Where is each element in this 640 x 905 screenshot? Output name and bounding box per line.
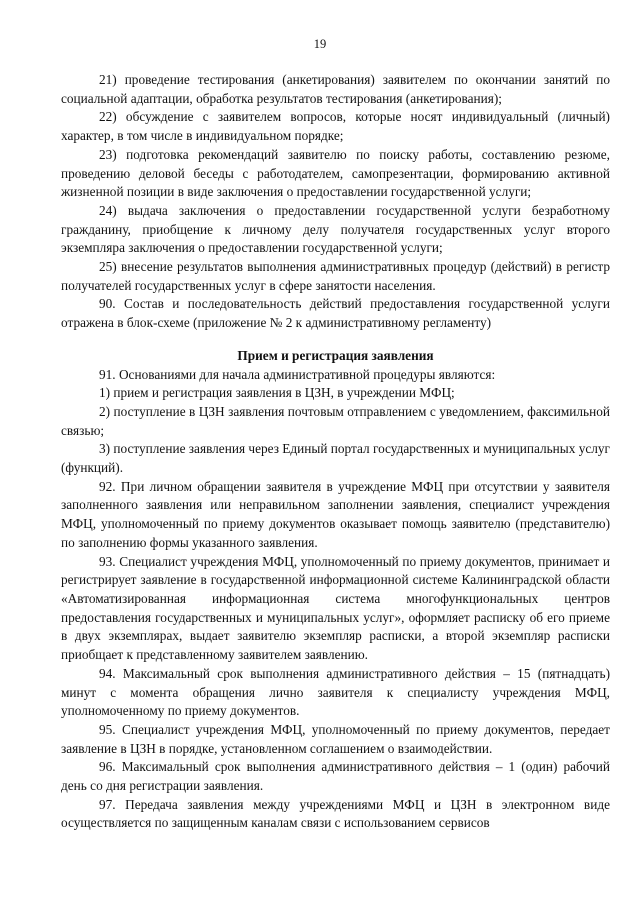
paragraph-item-21: 21) проведение тестирования (анкетирования) заявителем по окончании занятий по социальной адаптации, обработка результатов тестирования (анкетирования); bbox=[61, 72, 610, 106]
paragraph-91-item-2: 2) поступление в ЦЗН заявления почтовым отправлением с уведомлением, факсимильной связью; bbox=[61, 403, 610, 438]
section-heading: Прием и регистрация заявления bbox=[237, 347, 434, 363]
paragraph-92: 92. При личном обращении заявителя в учреждение МФЦ при отсутствии у заявителя заполненного заявления или неправильном заполнении заявления, специалист учреждения МФЦ, уполномоченный по приему документов оказывает помощь заявителю (представителю) по заполнению формы указанного заявления. bbox=[61, 478, 610, 550]
paragraph-97: 97. Передача заявления между учреждениями МФЦ и ЦЗН в электронном виде осуществляется по защищенным каналам связи с использованием сервисов bbox=[61, 796, 610, 831]
paragraph-96: 96. Максимальный срок выполнения административного действия – 1 (один) рабочий день со дня регистрации заявления. bbox=[61, 759, 610, 794]
paragraph-91: 91. Основаниями для начала административной процедуры являются: bbox=[99, 366, 496, 382]
paragraph-90: 90. Состав и последовательность действий предоставления государственной услуги отражена в блок-схеме (приложение № 2 к административному регламенту) bbox=[61, 296, 610, 331]
paragraph-93: 93. Специалист учреждения МФЦ, уполномоченный по приему документов, принимает и регистрирует заявление в государственной информационной системе Калининградской области «Автоматизированная информационная система многофункциональных центров предоставления государственных и муниципальных услуг», оформляет расписку об его приеме в двух экземплярах, выдает заявителю экземпляр расписки, а второй экземпляр расписки приобщает к представленному заявителем заявлению. bbox=[61, 553, 610, 663]
paragraph-item-22: 22) обсуждение с заявителем вопросов, которые носят индивидуальный (личный) характер, в том числе в индивидуальном порядке; bbox=[61, 109, 610, 144]
paragraph-94: 94. Максимальный срок выполнения административного действия – 15 (пятнадцать) минут с момента обращения лично заявителя к специалисту учреждения МФЦ, уполномоченному по приему документов. bbox=[61, 665, 610, 719]
paragraph-91-item-1: 1) прием и регистрация заявления в ЦЗН, в учреждении МФЦ; bbox=[99, 385, 455, 401]
document-body bbox=[61, 71, 610, 833]
paragraph-item-25: 25) внесение результатов выполнения административных процедур (действий) в регистр получателей государственных услуг в сфере занятости населения. bbox=[61, 259, 610, 293]
paragraph-item-23: 23) подготовка рекомендаций заявителю по поиску работы, составлению резюме, проведению деловой беседы с работодателем, самопрезентации, формированию активной жизненной позиции в виде заключения о предоставлении государственной услуги; bbox=[61, 146, 610, 200]
paragraph-95: 95. Специалист учреждения МФЦ, уполномоченный по приему документов, передает заявление в ЦЗН в порядке, установленном соглашением о взаимодействии. bbox=[61, 721, 610, 756]
page-number: 19 bbox=[313, 37, 327, 51]
paragraph-91-item-3: 3) поступление заявления через Единый портал государственных и муниципальных услуг (функций). bbox=[61, 441, 610, 476]
paragraph-item-24: 24) выдача заключения о предоставлении государственной услуги безработному гражданину, приобщение к личному делу получателя государственных услуг второго экземпляра заключения о предоставлении государственной услуги; bbox=[61, 202, 610, 256]
